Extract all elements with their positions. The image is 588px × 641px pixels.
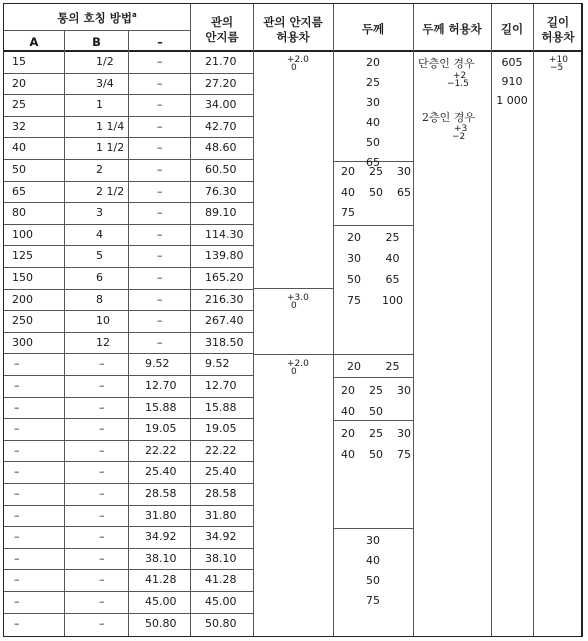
table-cell-c: – [157, 314, 163, 328]
table-cell-od: 38.10 [205, 551, 237, 565]
header-outer-diameter: 관의 안지름 [205, 15, 239, 44]
table-cell-od: 9.52 [205, 357, 230, 371]
rule [253, 4, 254, 636]
table-cell-od: 19.05 [205, 422, 237, 436]
table-cell-c: 9.52 [145, 357, 170, 371]
header-col-b: B [92, 35, 101, 49]
table-cell-a: – [14, 573, 20, 587]
table-cell-c: – [157, 206, 163, 220]
table-cell-od: 165.20 [205, 271, 244, 284]
table-cell-b: 2 1/2 [96, 184, 125, 198]
table-cell-a: 40 [12, 141, 26, 155]
thickness-tolerance-single-value: +2 −1.5 [447, 71, 469, 89]
table-cell-c: 25.40 [145, 465, 177, 479]
table-cell-c: – [157, 271, 163, 284]
table-cell-c: 41.28 [145, 573, 177, 587]
header-thickness-tolerance: 두께 허용차 [422, 22, 482, 36]
table-cell-b: 8 [96, 292, 103, 306]
table-cell-a: 50 [12, 163, 26, 176]
table-cell-od: 34.92 [205, 530, 237, 544]
table-cell-b: 5 [96, 249, 103, 263]
rule [333, 225, 413, 226]
table-cell-a: – [14, 400, 20, 414]
header-od-tolerance: 관의 안지름 허용차 [263, 15, 323, 44]
table-cell-od: 267.40 [205, 314, 244, 328]
table-cell-c: – [157, 249, 163, 263]
table-cell-c: 45.00 [145, 595, 177, 608]
thickness-tolerance-single: 단층인 경우 [418, 57, 475, 70]
table-cell-a: 25 [12, 98, 26, 112]
table-cell-c: 22.22 [145, 443, 177, 457]
table-cell-c: 31.80 [145, 508, 177, 522]
table-cell-b: – [99, 357, 105, 371]
table-cell-od: 89.10 [205, 206, 237, 220]
od-tolerance-3: +2.0 0 [287, 359, 309, 377]
table-cell-od: 12.70 [205, 379, 237, 392]
table-cell-b: – [99, 573, 105, 587]
table-cell-b: – [99, 616, 105, 630]
rule [4, 30, 191, 31]
rule [413, 4, 414, 636]
table-cell-a: – [14, 357, 20, 371]
table-cell-a: 15 [12, 55, 26, 68]
table-cell-c: – [157, 292, 163, 306]
table-cell-c: – [157, 76, 163, 90]
table-cell-od: 27.20 [205, 76, 237, 90]
table-cell-b: 3 [96, 206, 103, 220]
header-nominal-size: 통의 호칭 방법$^a$ [57, 11, 137, 25]
table-cell-od: 76.30 [205, 184, 237, 198]
table-cell-c: 38.10 [145, 551, 177, 565]
table-cell-od: 114.30 [205, 227, 244, 241]
table-cell-a: 125 [12, 249, 33, 263]
table-cell-c: 34.92 [145, 530, 177, 544]
length-tolerance: +10 −5 [549, 55, 568, 73]
table-cell-c: – [157, 163, 163, 176]
table-cell-b: 6 [96, 271, 103, 284]
table-cell-od: 318.50 [205, 335, 244, 349]
rule [190, 4, 191, 636]
table-cell-a: 150 [12, 271, 33, 284]
table-cell-a: 20 [12, 76, 26, 90]
table-cell-b: 10 [96, 314, 110, 328]
rule [533, 4, 534, 636]
table-cell-b: 12 [96, 335, 110, 349]
table-cell-b: – [99, 465, 105, 479]
table-cell-a: 250 [12, 314, 33, 328]
table-cell-a: – [14, 595, 20, 608]
table-cell-a: – [14, 508, 20, 522]
table-cell-a: – [14, 443, 20, 457]
table-cell-b: 1 1/4 [96, 119, 125, 133]
table-cell-a: 200 [12, 292, 33, 306]
table-cell-od: 21.70 [205, 55, 237, 68]
table-cell-a: 300 [12, 335, 33, 349]
table-cell-b: 1 [96, 98, 103, 112]
table-cell-c: – [157, 227, 163, 241]
rule [64, 30, 65, 636]
table-cell-od: 45.00 [205, 595, 237, 608]
table-cell-a: – [14, 422, 20, 436]
thickness-group-5: 20 25 30 40 50 [341, 384, 411, 418]
thickness-group-7: 30 40 50 75 [366, 534, 380, 607]
table-cell-od: 50.80 [205, 616, 237, 630]
header-length-tolerance: 길이 허용차 [541, 15, 575, 44]
thickness-group-4: 20 25 [347, 360, 400, 373]
rule [333, 528, 413, 529]
table-cell-c: 50.80 [145, 616, 177, 630]
table-cell-b: 3/4 [96, 76, 114, 90]
table-cell-b: – [99, 443, 105, 457]
table-cell-a: – [14, 530, 20, 544]
table-cell-b: – [99, 551, 105, 565]
table-cell-od: 28.58 [205, 487, 237, 500]
thickness-group-6: 20 25 30 40 50 75 [341, 427, 411, 461]
table-cell-a: – [14, 551, 20, 565]
header-col-dash: – [157, 35, 163, 49]
table-cell-od: 60.50 [205, 163, 237, 176]
rule [333, 354, 413, 355]
table-cell-b: – [99, 379, 105, 392]
table-cell-c: – [157, 119, 163, 133]
table-cell-a: – [14, 487, 20, 500]
table-cell-od: 41.28 [205, 573, 237, 587]
table-cell-c: – [157, 98, 163, 112]
table-cell-b: – [99, 530, 105, 544]
table-cell-c: 12.70 [145, 379, 177, 392]
od-tolerance-1: +2.0 0 [287, 55, 309, 73]
table-cell-a: – [14, 379, 20, 392]
table-cell-c: 28.58 [145, 487, 177, 500]
table-cell-c: – [157, 184, 163, 198]
table-cell-a: 100 [12, 227, 33, 241]
table-cell-a: 80 [12, 206, 26, 220]
table-cell-c: 15.88 [145, 400, 177, 414]
od-tolerance-2: +3.0 0 [287, 293, 309, 311]
table-cell-od: 15.88 [205, 400, 237, 414]
thickness-tolerance-double: 2층인 경우 [422, 111, 475, 124]
table-cell-c: 19.05 [145, 422, 177, 436]
rule [4, 50, 582, 52]
thickness-group-3: 20 25 30 40 50 65 75 100 [347, 231, 403, 307]
table [3, 3, 583, 637]
table-cell-od: 25.40 [205, 465, 237, 479]
header-thickness: 두께 [361, 22, 385, 36]
table-cell-b: – [99, 487, 105, 500]
table-cell-c: – [157, 55, 163, 68]
table-cell-b: 4 [96, 227, 103, 241]
header-length: 길이 [500, 22, 524, 36]
table-cell-b: – [99, 595, 105, 608]
thickness-group-2: 20 25 30 40 50 65 75 [341, 165, 411, 219]
table-cell-b: – [99, 400, 105, 414]
table-cell-b: – [99, 422, 105, 436]
table-cell-a: 32 [12, 119, 26, 133]
table-cell-od: 48.60 [205, 141, 237, 155]
thickness-group-1: 20 25 30 40 50 65 [366, 56, 380, 169]
table-cell-c: – [157, 335, 163, 349]
table-cell-od: 31.80 [205, 508, 237, 522]
table-cell-od: 216.30 [205, 292, 244, 306]
table-cell-a: – [14, 465, 20, 479]
rule [253, 354, 333, 355]
table-cell-od: 42.70 [205, 119, 237, 133]
table-cell-a: – [14, 616, 20, 630]
header-col-a: A [29, 35, 39, 49]
table-cell-b: 1 1/2 [96, 141, 125, 155]
table-cell-od: 22.22 [205, 443, 237, 457]
rule [128, 30, 129, 636]
table-cell-a: 65 [12, 184, 26, 198]
thickness-tolerance-double-value: +3 −2 [452, 124, 468, 142]
table-cell-b: – [99, 508, 105, 522]
table-cell-od: 139.80 [205, 249, 244, 263]
table-cell-b: 1/2 [96, 55, 114, 68]
table-cell-b: 2 [96, 163, 103, 176]
footnote-mark: a [131, 11, 137, 20]
table-cell-od: 34.00 [205, 98, 237, 112]
rule [253, 288, 333, 289]
table-cell-c: – [157, 141, 163, 155]
length-values: 605 910 1 000 [496, 56, 528, 107]
